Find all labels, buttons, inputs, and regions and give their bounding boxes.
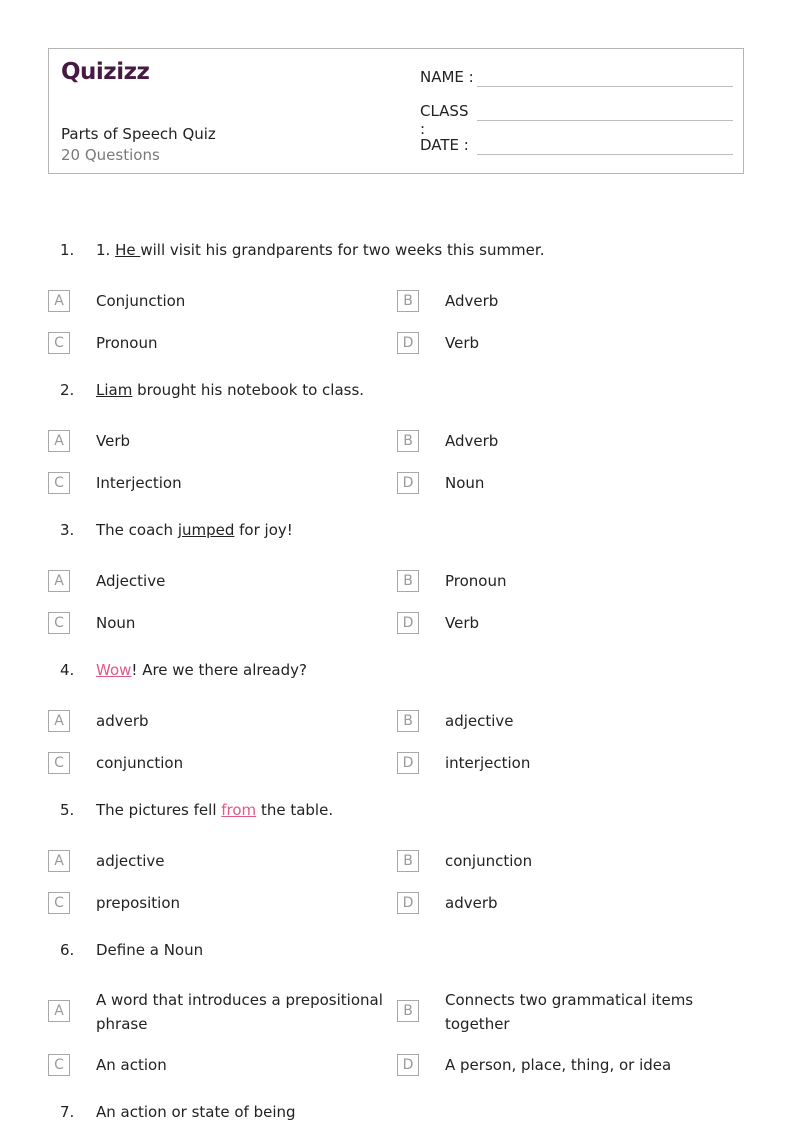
option-text: conjunction bbox=[96, 754, 184, 772]
option-letter-box[interactable]: B bbox=[397, 290, 419, 312]
option-text: A person, place, thing, or idea bbox=[445, 1056, 672, 1074]
question-text bbox=[96, 1103, 296, 1121]
question-text-part: will visit his grandparents for two weeks this summer. bbox=[140, 241, 545, 259]
option-text: Adverb bbox=[445, 432, 499, 450]
option-letter-box[interactable]: D bbox=[397, 752, 419, 774]
highlighted-word: Liam bbox=[96, 381, 133, 399]
option-text: Interjection bbox=[96, 474, 182, 492]
option-letter-box[interactable]: B bbox=[397, 1000, 419, 1022]
question-text bbox=[96, 241, 544, 259]
option-letter-box[interactable]: D bbox=[397, 612, 419, 634]
highlighted-word: Wow bbox=[96, 661, 132, 679]
question-text-part: ! Are we there already? bbox=[131, 661, 307, 679]
option-letter-box[interactable]: A bbox=[48, 1000, 70, 1022]
option-letter-box[interactable]: A bbox=[48, 710, 70, 732]
option-letter-box[interactable]: C bbox=[48, 332, 70, 354]
class-label: CLASS : bbox=[420, 102, 469, 138]
question-number: 1. bbox=[60, 241, 75, 259]
name-label: NAME : bbox=[420, 68, 474, 86]
worksheet-header bbox=[48, 48, 744, 174]
option-letter-box[interactable]: A bbox=[48, 290, 70, 312]
option-text: Connects two grammatical items together bbox=[445, 991, 694, 1033]
date-label: DATE : bbox=[420, 136, 469, 154]
question-text-part: the table. bbox=[256, 801, 334, 819]
question-3 bbox=[0, 521, 794, 545]
question-text-part: for joy! bbox=[234, 521, 293, 539]
option-text: preposition bbox=[96, 894, 181, 912]
question-7 bbox=[0, 1103, 794, 1127]
option-text: Verb bbox=[445, 614, 480, 632]
option-text: interjection bbox=[445, 754, 531, 772]
question-text bbox=[96, 661, 307, 679]
option-letter-box[interactable]: C bbox=[48, 752, 70, 774]
question-6 bbox=[0, 941, 794, 965]
question-text bbox=[96, 941, 203, 959]
option-text: adjective bbox=[445, 712, 514, 730]
option-text: A word that introduces a prepositional phrase bbox=[96, 991, 383, 1033]
option-text: Verb bbox=[445, 334, 480, 352]
option-letter-box[interactable]: B bbox=[397, 850, 419, 872]
question-5 bbox=[0, 801, 794, 825]
option-letter-box[interactable]: D bbox=[397, 1054, 419, 1076]
option-letter-box[interactable]: B bbox=[397, 710, 419, 732]
class-line[interactable] bbox=[477, 120, 733, 121]
quiz-title: Parts of Speech Quiz bbox=[61, 125, 216, 143]
question-text-part: An action or state of being bbox=[96, 1103, 296, 1121]
option-letter-box[interactable]: A bbox=[48, 570, 70, 592]
question-1 bbox=[0, 241, 794, 265]
option-text: adjective bbox=[96, 852, 165, 870]
option-text: Pronoun bbox=[445, 572, 507, 590]
question-number: 4. bbox=[60, 661, 75, 679]
option-letter-box[interactable]: A bbox=[48, 430, 70, 452]
question-number: 2. bbox=[60, 381, 75, 399]
class-field bbox=[420, 102, 476, 138]
question-4 bbox=[0, 661, 794, 685]
option-text: Noun bbox=[445, 474, 485, 492]
question-number: 6. bbox=[60, 941, 75, 959]
option-letter-box[interactable]: C bbox=[48, 892, 70, 914]
option-text: adverb bbox=[96, 712, 149, 730]
question-number: 3. bbox=[60, 521, 75, 539]
question-text-part: The coach bbox=[96, 521, 178, 539]
option-text: Pronoun bbox=[96, 334, 158, 352]
option-letter-box[interactable]: B bbox=[397, 570, 419, 592]
highlighted-word: jumped bbox=[177, 521, 235, 539]
question-text-part: The pictures fell bbox=[96, 801, 222, 819]
question-text-part: Define a Noun bbox=[96, 941, 204, 959]
date-field bbox=[420, 136, 476, 154]
date-line[interactable] bbox=[477, 154, 733, 155]
option-letter-box[interactable]: A bbox=[48, 850, 70, 872]
option-text: Noun bbox=[96, 614, 136, 632]
option-text: adverb bbox=[445, 894, 498, 912]
option-letter-box[interactable]: B bbox=[397, 430, 419, 452]
question-count: 20 Questions bbox=[61, 146, 160, 164]
option-letter-box[interactable]: D bbox=[397, 332, 419, 354]
question-text bbox=[96, 801, 333, 819]
option-text: An action bbox=[96, 1056, 167, 1074]
option-letter-box[interactable]: C bbox=[48, 1054, 70, 1076]
name-line[interactable] bbox=[477, 86, 733, 87]
question-text bbox=[96, 381, 364, 399]
question-number: 7. bbox=[60, 1103, 75, 1121]
question-2 bbox=[0, 381, 794, 405]
highlighted-word: He bbox=[115, 241, 141, 259]
question-number: 5. bbox=[60, 801, 75, 819]
option-letter-box[interactable]: D bbox=[397, 472, 419, 494]
option-letter-box[interactable]: C bbox=[48, 472, 70, 494]
option-text: Verb bbox=[96, 432, 131, 450]
question-text bbox=[96, 521, 293, 539]
option-text: Adjective bbox=[96, 572, 166, 590]
quizizz-logo: Quizizz bbox=[61, 59, 150, 85]
highlighted-word: from bbox=[221, 801, 257, 819]
option-letter-box[interactable]: D bbox=[397, 892, 419, 914]
option-text: Conjunction bbox=[96, 292, 186, 310]
question-text-part: brought his notebook to class. bbox=[132, 381, 365, 399]
option-text: conjunction bbox=[445, 852, 533, 870]
name-field bbox=[420, 68, 476, 86]
option-letter-box[interactable]: C bbox=[48, 612, 70, 634]
option-text: Adverb bbox=[445, 292, 499, 310]
question-text-part: 1. bbox=[96, 241, 116, 259]
